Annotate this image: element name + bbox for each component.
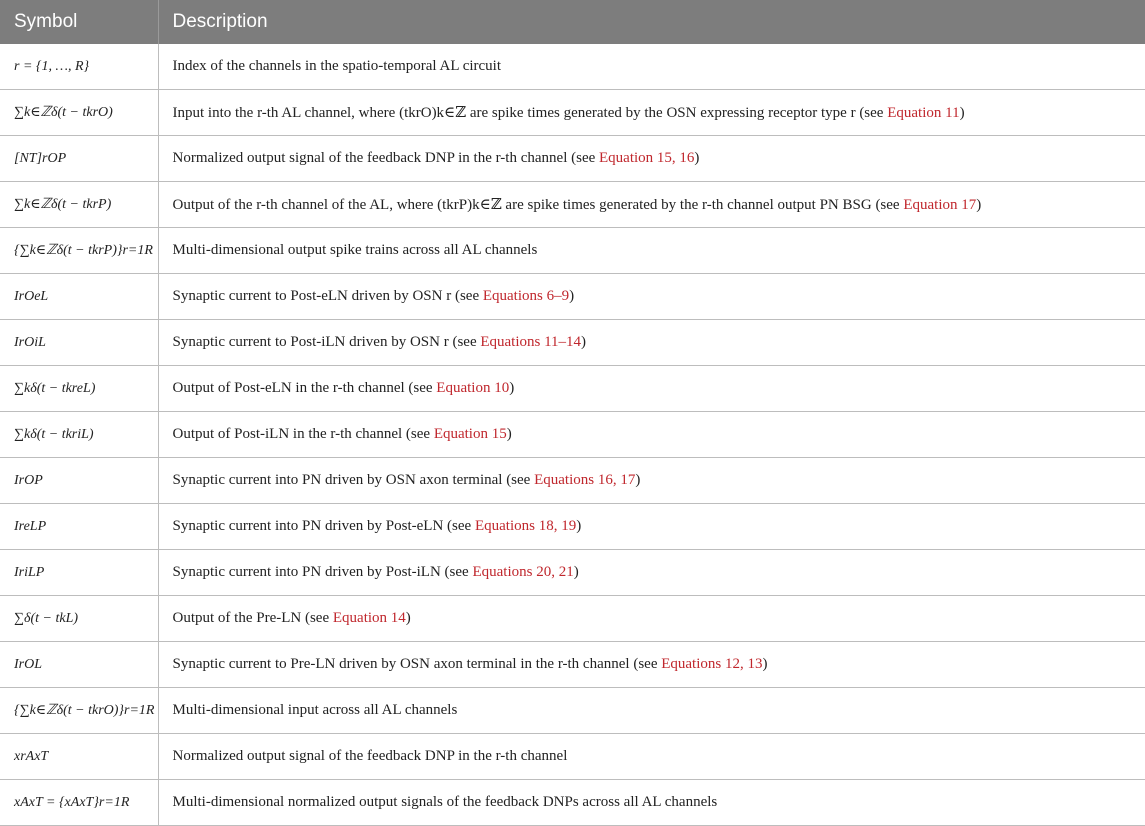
description-cell [158,642,1145,688]
description-tail: ) [581,334,587,350]
header-row [0,0,1145,44]
symbol-cell: IrOeL [0,274,158,320]
description-tail: ) [635,472,641,488]
description-tail: ) [569,288,575,304]
equation-link[interactable]: Equation 10 [436,380,510,396]
equation-link[interactable]: Equations 20, 21 [472,564,574,580]
equation-link[interactable]: Equation 15, 16 [599,150,695,166]
equation-link[interactable]: Equations 11–14 [480,334,582,350]
description-tail: ) [576,518,582,534]
table-row [0,504,1145,550]
equation-link[interactable]: Equation 11 [887,105,960,121]
description-tail: ) [573,564,579,580]
symbol-cell: IrOP [0,458,158,504]
table-body [0,44,1145,826]
description-cell [158,550,1145,596]
table-row [0,412,1145,458]
description-tail: ) [405,610,411,626]
equation-link[interactable]: Equation 14 [332,610,406,626]
description-text: Synaptic current into PN driven by Post-iLN (see [172,564,473,580]
description-cell [158,320,1145,366]
description-text: Output of the Pre-LN (see [172,610,333,626]
symbol-cell: IrOL [0,642,158,688]
symbol-cell: IrOiL [0,320,158,366]
symbol-cell: xAxT = {xAxT}r=1R [0,780,158,826]
table-row [0,228,1145,274]
description-text: Synaptic current into PN driven by OSN axon terminal (see [172,472,535,488]
description-cell [158,228,1145,274]
symbol-cell: {∑k∈ℤδ(t − tkrP)}r=1R [0,228,158,274]
description-cell [158,458,1145,504]
description-text: Normalized output signal of the feedback DNP in the r-th channel [172,748,568,764]
table-row [0,688,1145,734]
description-tail: ) [694,150,700,166]
symbol-cell: ∑δ(t − tkL) [0,596,158,642]
description-text: Index of the channels in the spatio-temporal AL circuit [172,58,502,74]
table-row [0,458,1145,504]
description-tail: ) [509,380,515,396]
equation-link[interactable]: Equations 12, 13 [661,656,763,672]
description-cell [158,596,1145,642]
symbol-cell: r = {1, …, R} [0,44,158,90]
table-row [0,734,1145,780]
description-text: Normalized output signal of the feedback DNP in the r-th channel (see [172,150,600,166]
description-text: Output of Post-eLN in the r-th channel (see [172,380,437,396]
equation-link[interactable]: Equations 18, 19 [474,518,577,534]
equation-link[interactable]: Equations 16, 17 [534,472,636,488]
table-row [0,366,1145,412]
description-cell [158,412,1145,458]
description-cell [158,44,1145,90]
table-row [0,182,1145,228]
table-row [0,550,1145,596]
description-cell [158,274,1145,320]
symbol-cell: {∑k∈ℤδ(t − tkrO)}r=1R [0,688,158,734]
symbol-cell: ∑k∈ℤδ(t − tkrO) [0,90,158,136]
description-text: Input into the r-th AL channel, where (tkrO)k∈ℤ are spike times generated by the OSN expressing receptor type r (see [172,105,888,121]
table-row [0,90,1145,136]
equation-link[interactable]: Equation 17 [903,197,977,213]
table-header [0,0,1145,44]
description-tail: ) [959,105,965,121]
description-cell [158,90,1145,136]
symbol-cell: ∑k∈ℤδ(t − tkrP) [0,182,158,228]
table-row [0,642,1145,688]
description-text: Synaptic current to Pre-LN driven by OSN axon terminal in the r-th channel (see [172,656,662,672]
symbol-cell: IreLP [0,504,158,550]
description-text: Multi-dimensional output spike trains across all AL channels [172,242,538,258]
description-cell [158,182,1145,228]
description-cell [158,504,1145,550]
description-text: Multi-dimensional input across all AL channels [172,702,458,718]
table-row [0,274,1145,320]
description-text: Synaptic current into PN driven by Post-eLN (see [172,518,475,534]
header-symbol: Symbol [0,0,158,44]
description-text: Synaptic current to Post-eLN driven by OSN r (see [172,288,483,304]
description-cell [158,780,1145,826]
description-cell [158,734,1145,780]
description-text: Output of the r-th channel of the AL, where (tkrP)k∈ℤ are spike times generated by the r-th channel output PN BSG (see [172,197,904,213]
symbol-cell: ∑kδ(t − tkreL) [0,366,158,412]
symbol-cell: ∑kδ(t − tkriL) [0,412,158,458]
symbol-cell: xrAxT [0,734,158,780]
equation-link[interactable]: Equation 15 [433,426,507,442]
description-cell [158,688,1145,734]
table-row [0,136,1145,182]
description-tail: ) [976,197,982,213]
equation-link[interactable]: Equations 6–9 [482,288,570,304]
symbol-cell: IriLP [0,550,158,596]
description-tail: ) [506,426,512,442]
description-text: Multi-dimensional normalized output signals of the feedback DNPs across all AL channels [172,794,718,810]
symbol-cell: [NT]rOP [0,136,158,182]
table-row [0,320,1145,366]
description-tail: ) [762,656,768,672]
description-text: Synaptic current to Post-iLN driven by OSN r (see [172,334,481,350]
header-description: Description [158,0,1145,44]
description-text: Output of Post-iLN in the r-th channel (see [172,426,434,442]
table-row [0,596,1145,642]
description-cell [158,136,1145,182]
table-row [0,44,1145,90]
table-row [0,780,1145,826]
description-cell [158,366,1145,412]
